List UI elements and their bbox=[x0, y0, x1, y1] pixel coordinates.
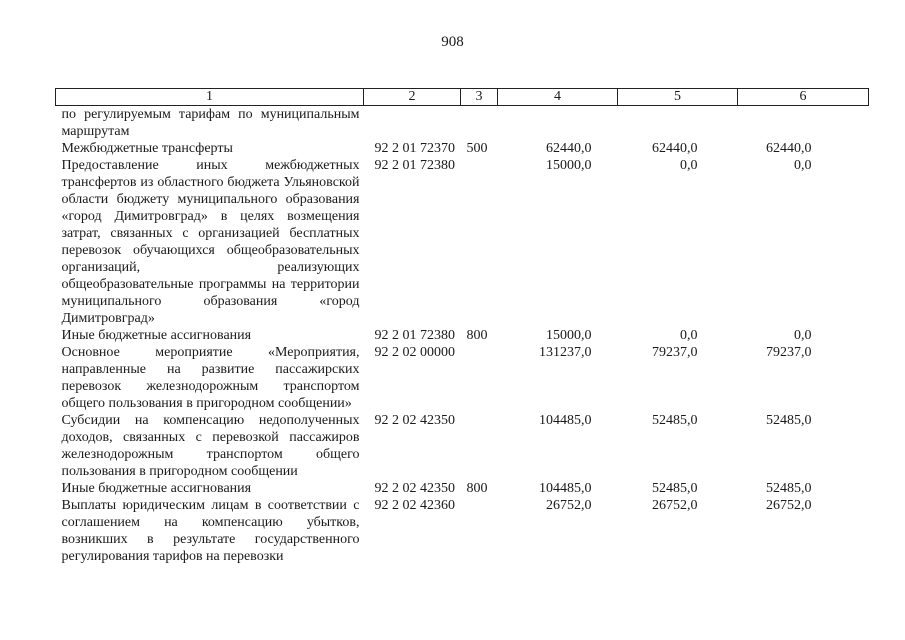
item-name: по регулируемым тарифам по муниципальным маршрутам bbox=[61, 107, 360, 139]
amount-col4: 104485,0 bbox=[539, 413, 592, 428]
table-row bbox=[56, 106, 869, 141]
amount-col5: 26752,0 bbox=[652, 498, 698, 513]
column-header: 6 bbox=[738, 89, 869, 106]
amount-col6: 52485,0 bbox=[766, 481, 812, 496]
expense-type bbox=[461, 344, 498, 412]
column-header: 5 bbox=[618, 89, 738, 106]
amount-col6 bbox=[738, 106, 869, 141]
amount-col4: 104485,0 bbox=[539, 481, 592, 496]
column-header: 2 bbox=[364, 89, 461, 106]
item-name: Межбюджетные трансферты bbox=[61, 141, 233, 156]
amount-col4: 15000,0 bbox=[546, 328, 592, 343]
amount-col6: 79237,0 bbox=[766, 345, 812, 360]
amount-col5 bbox=[618, 106, 738, 141]
target-code: 92 2 01 72380 bbox=[374, 158, 455, 173]
header-row bbox=[56, 89, 869, 106]
table-row bbox=[56, 327, 869, 344]
amount-col5: 0,0 bbox=[680, 158, 698, 173]
expense-type: 800 bbox=[466, 481, 488, 496]
table-row bbox=[56, 157, 869, 327]
budget-table bbox=[55, 88, 869, 565]
target-code: 92 2 01 72370 bbox=[374, 141, 455, 156]
amount-col6: 26752,0 bbox=[766, 498, 812, 513]
table-row bbox=[56, 480, 869, 497]
expense-type: 800 bbox=[466, 328, 488, 343]
table-row bbox=[56, 412, 869, 480]
item-name: Выплаты юридическим лицам в соответствии с соглашением на компенсацию убытков, возникших в результате государственного регулирования тарифов на перевозки bbox=[61, 498, 360, 564]
target-code: 92 2 02 42350 bbox=[374, 413, 455, 428]
amount-col4: 15000,0 bbox=[546, 158, 592, 173]
amount-col5: 0,0 bbox=[680, 328, 698, 343]
expense-type bbox=[461, 157, 498, 327]
column-header: 4 bbox=[498, 89, 618, 106]
amount-col6: 62440,0 bbox=[766, 141, 812, 156]
target-code: 92 2 02 00000 bbox=[374, 345, 455, 360]
item-name: Основное мероприятие «Мероприятия, направленные на развитие пассажирских перевозок железнодорожным транспортом общего пользования в пригородном сообщении» bbox=[61, 345, 360, 411]
expense-type: 500 bbox=[466, 141, 488, 156]
target-code bbox=[364, 106, 461, 141]
table-body bbox=[56, 106, 869, 566]
table-row bbox=[56, 497, 869, 565]
item-name: Субсидии на компенсацию недополученных доходов, связанных с перевозкой пассажиров железнодорожным транспортом общего пользования в пригородном сообщении bbox=[61, 413, 360, 479]
column-header: 1 bbox=[56, 89, 364, 106]
amount-col5: 79237,0 bbox=[652, 345, 698, 360]
target-code: 92 2 01 72380 bbox=[374, 328, 455, 343]
amount-col5: 52485,0 bbox=[652, 481, 698, 496]
amount-col4: 131237,0 bbox=[539, 345, 592, 360]
expense-type bbox=[461, 497, 498, 565]
amount-col6: 0,0 bbox=[794, 158, 812, 173]
page-number: 908 bbox=[441, 34, 464, 50]
amount-col4: 62440,0 bbox=[546, 141, 592, 156]
table-row bbox=[56, 344, 869, 412]
table-row bbox=[56, 140, 869, 157]
column-header: 3 bbox=[461, 89, 498, 106]
amount-col5: 62440,0 bbox=[652, 141, 698, 156]
item-name: Предоставление иных межбюджетных трансфертов из областного бюджета Ульяновской области бюджету муниципального образования «город Димитровград» в целях возмещения затрат, связанных с организацией бесплатных перевозок обучающихся общеобразовательных организаций, реализующих общеобразовательные программы на территории муниципального образования «город Димитровград» bbox=[61, 158, 360, 326]
expense-type bbox=[461, 412, 498, 480]
item-name: Иные бюджетные ассигнования bbox=[61, 481, 252, 496]
amount-col4: 26752,0 bbox=[546, 498, 592, 513]
amount-col6: 52485,0 bbox=[766, 413, 812, 428]
item-name: Иные бюджетные ассигнования bbox=[61, 328, 252, 343]
amount-col5: 52485,0 bbox=[652, 413, 698, 428]
table-header bbox=[56, 89, 869, 106]
expense-type bbox=[461, 106, 498, 141]
amount-col4 bbox=[498, 106, 618, 141]
target-code: 92 2 02 42360 bbox=[374, 498, 455, 513]
target-code: 92 2 02 42350 bbox=[374, 481, 455, 496]
amount-col6: 0,0 bbox=[794, 328, 812, 343]
